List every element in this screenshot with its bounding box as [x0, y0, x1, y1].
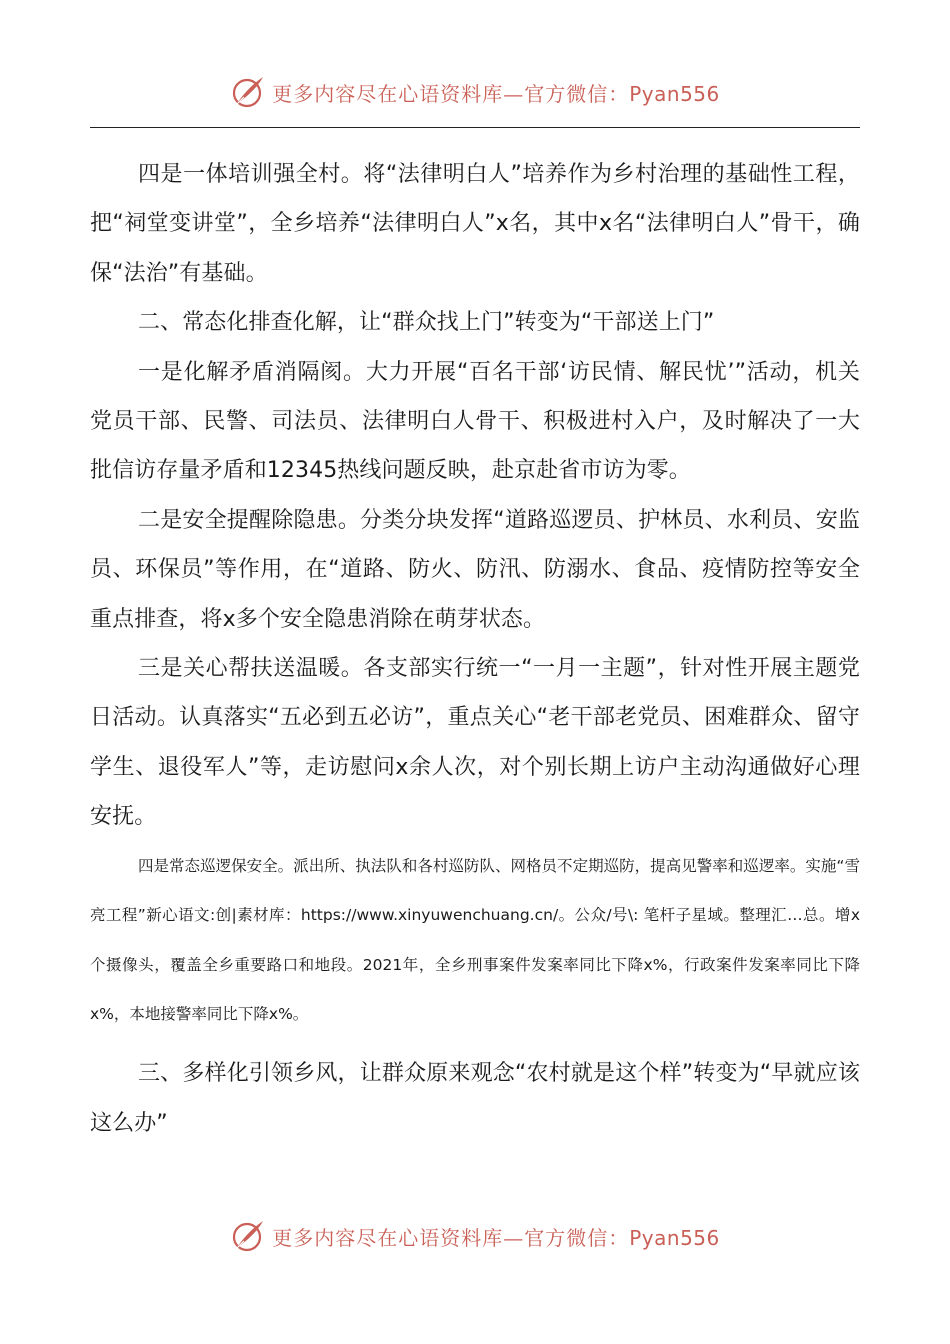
- section-heading-3: 三、多样化引领乡风，让群众原来观念“农村就是这个样”转变为“早就应该这么办”: [90, 1061, 860, 1136]
- paragraph-care-support: 三是关心帮扶送温暖。各支部实行统一“一月一主题”，针对性开展主题党日活动。认真落实“五必到五必访”，重点关心“老干部老党员、困难群众、留守学生、退役军人”等，走访慰问x余人次，对个别长期上访户主动沟通做好心理安抚。: [90, 656, 860, 830]
- page-header-watermark: [0, 70, 950, 114]
- paragraph-patrol-security: 四是常态巡逻保安全。派出所、执法队和各村巡防队、网格员不定期巡防，提高见警率和巡逻率。实施“雪亮工程”新心语文:创|素材库：https://www.xinyuwenchuang.cn/。公众/号\: 笔杆子星域。整理汇…总。增x个摄像头，覆盖全乡重要路口和地段。2021年，全乡刑事案件发案率同比下降x%，行政案件发案率同比下降x%，本地接警率同比下降x%。: [90, 856, 860, 1023]
- page-footer-watermark: [0, 1214, 950, 1258]
- header-divider: [90, 127, 860, 128]
- watermark-text: [272, 78, 720, 107]
- watermark-label: 更多内容尽在心语资料库—官方微信：: [272, 81, 630, 106]
- watermark-label: 更多内容尽在心语资料库—官方微信：: [272, 1225, 630, 1250]
- watermark-brand: [230, 1218, 720, 1254]
- watermark-text: [272, 1222, 720, 1251]
- paragraph-safety-reminders: 二是安全提醒除隐患。分类分块发挥“道路巡逻员、护林员、水利员、安监员、环保员”等作用，在“道路、防火、防汛、防溺水、食品、疫情防控等安全重点排查，将x多个安全隐患消除在萌芽状态。: [90, 507, 860, 632]
- watermark-id: Pyan556: [629, 1225, 720, 1250]
- paragraph-resolve-conflicts: 一是化解矛盾消隔阂。大力开展“百名干部‘访民情、解民忧’”活动，机关党员干部、民警、司法员、法律明白人骨干、积极进村入户，及时解决了一大批信访存量矛盾和12345热线问题反映，赴京赴省市访为零。: [90, 359, 860, 484]
- feather-pen-icon: [230, 74, 266, 110]
- document-body: [90, 150, 860, 1148]
- feather-pen-icon: [230, 1218, 266, 1254]
- section-heading-2: 二、常态化排查化解，让“群众找上门”转变为“干部送上门”: [138, 310, 715, 336]
- watermark-brand: [230, 74, 720, 110]
- paragraph-training: 四是一体培训强全村。将“法律明白人”培养作为乡村治理的基础性工程，把“祠堂变讲堂”，全乡培养“法律明白人”x名，其中x名“法律明白人”骨干，确保“法治”有基础。: [90, 162, 860, 286]
- watermark-id: Pyan556: [629, 81, 720, 106]
